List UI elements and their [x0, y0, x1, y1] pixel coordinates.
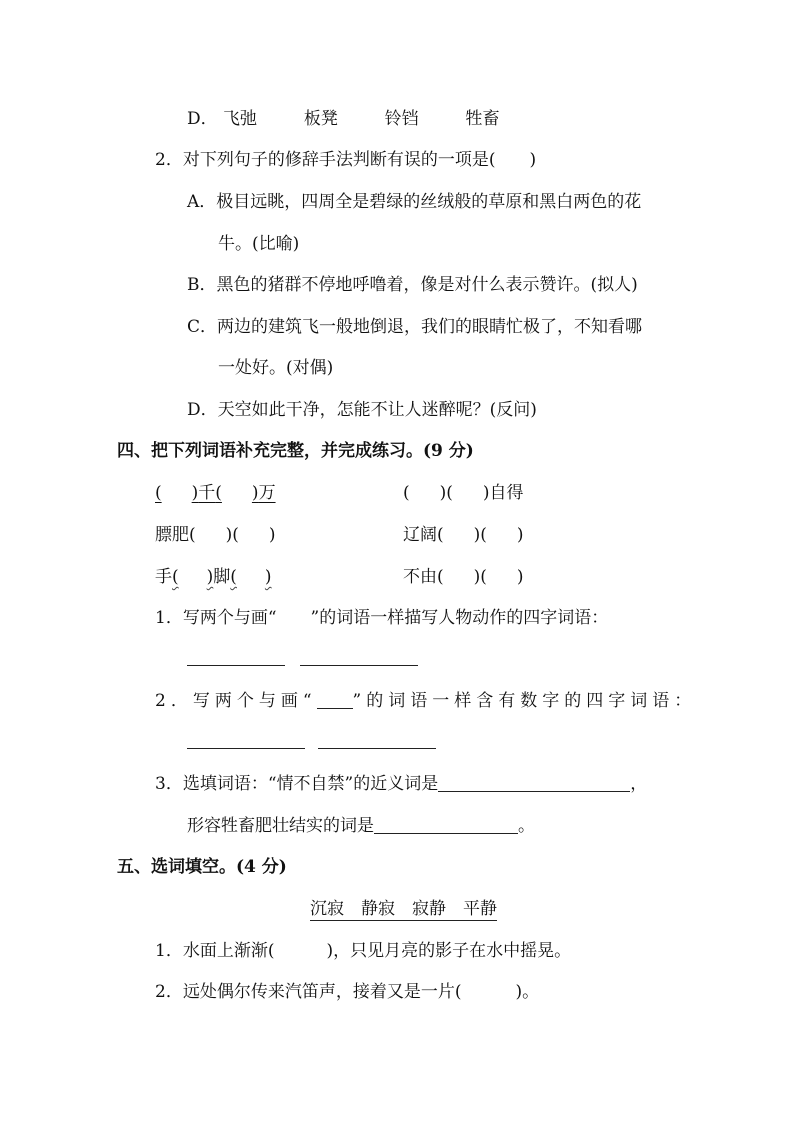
- question-2-stem: 2．对下列句子的修辞手法判断有误的一项是( ): [155, 150, 537, 170]
- option-c-line1: C．两边的建筑飞一般地倒退，我们的眼睛忙极了，不知看哪: [187, 317, 643, 337]
- word-1: 飞弛: [223, 109, 258, 129]
- option-b-line1: B．黑色的猪群不停地呼噜着，像是对什么表示赞许。(拟人): [187, 275, 638, 295]
- option-a-line1: A．极目远眺，四周全是碧绿的丝绒般的草原和黑白两色的花: [187, 192, 642, 212]
- section-4-q3-line1: 3．选填词语：“情不自禁”的近义词是 ，: [155, 774, 648, 794]
- section-5-q2: 2．远处偶尔传来汽笛声，接着又是一片( )。: [155, 982, 540, 1002]
- word-4: 牲畜: [465, 109, 500, 129]
- answer-line[interactable]: [300, 665, 418, 666]
- idiom-3: 膘肥( )( ): [155, 525, 276, 545]
- idiom-1: ( )千( )万: [155, 483, 276, 503]
- section-4-title: 四、把下列词语补充完整，并完成练习。(9 分): [117, 441, 474, 461]
- idiom-2: ( )( )自得: [403, 483, 524, 503]
- section-5-q1: 1．水面上渐渐( )，只见月亮的影子在水中摇晃。: [155, 941, 572, 961]
- option-label: D．: [187, 109, 218, 129]
- section-4-q3-line2: 形容牲畜肥壮结实的词是 。: [187, 816, 535, 836]
- idiom-5: 手( )脚( ): [155, 567, 272, 587]
- idiom-6: 不由( )( ): [403, 567, 524, 587]
- option-a-line2: 牛。(比喻): [218, 234, 300, 254]
- answer-line[interactable]: [374, 819, 518, 834]
- word-3: 铃铛: [384, 109, 419, 129]
- section-4-q1: 1．写两个与画“ ”的词语一样描写人物动作的四字词语：: [155, 608, 609, 628]
- option-d-words: [187, 108, 499, 130]
- section-4-q2: 2．写两个与画“ ”的词语一样含有数字的四字词语：: [155, 691, 697, 711]
- answer-line[interactable]: [438, 777, 630, 792]
- answer-line[interactable]: [318, 748, 436, 749]
- option-c-line2: 一处好。(对偶): [218, 358, 334, 378]
- word-2: 板凳: [303, 109, 338, 129]
- answer-line[interactable]: [187, 665, 285, 666]
- idiom-4: 辽阔( )( ): [403, 525, 524, 545]
- option-d-line1: D．天空如此干净，怎能不让人迷醉呢？(反问): [187, 400, 537, 420]
- answer-line[interactable]: [187, 748, 305, 749]
- section-5-title: 五、选词填空。(4 分): [117, 857, 287, 877]
- word-bank: 沉寂 静寂 寂静 平静: [310, 899, 497, 919]
